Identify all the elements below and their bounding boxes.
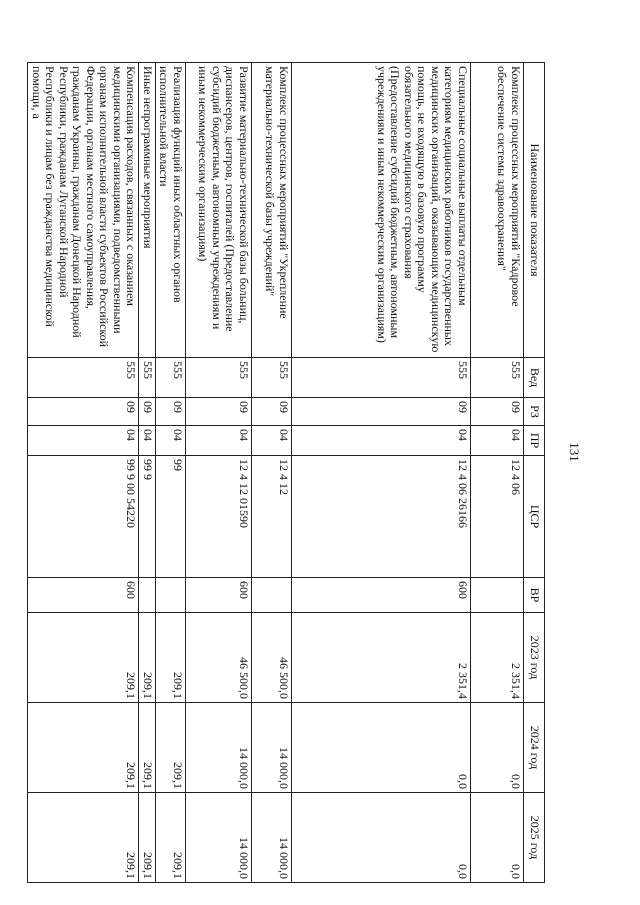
row-csr: 99 9 [139, 456, 156, 578]
table-header-row [524, 63, 545, 883]
row-ved: 555 [186, 358, 252, 398]
row-2024: 209,1 [156, 703, 186, 793]
row-vr [156, 578, 186, 613]
row-2024: 209,1 [28, 703, 139, 793]
row-2023: 2 351,4 [471, 613, 524, 703]
budget-table [28, 62, 546, 883]
row-pr: 04 [471, 426, 524, 456]
row-ved: 555 [471, 358, 524, 398]
row-vr: 600 [28, 578, 139, 613]
row-csr: 99 [156, 456, 186, 578]
row-pr: 04 [252, 426, 292, 456]
header-2023: 2023 год [524, 613, 545, 703]
row-2024: 14 000,0 [186, 703, 252, 793]
row-vr: 600 [186, 578, 252, 613]
table-row [156, 63, 186, 883]
row-2025: 14 000,0 [252, 793, 292, 883]
row-csr: 99 9 00 54220 [28, 456, 139, 578]
row-2024: 209,1 [139, 703, 156, 793]
header-pr: ПР [524, 426, 545, 456]
row-ved: 555 [252, 358, 292, 398]
row-2025: 209,1 [156, 793, 186, 883]
row-2023: 46 500,0 [252, 613, 292, 703]
row-rz: 09 [139, 398, 156, 426]
row-2024: 0,0 [471, 703, 524, 793]
row-ved: 555 [28, 358, 139, 398]
row-name: Комплекс процессных мероприятий "Укрепление материально-технической базы учреждений" [252, 63, 292, 358]
row-rz: 09 [186, 398, 252, 426]
row-csr: 12 4 06 26166 [292, 456, 471, 578]
row-pr: 04 [156, 426, 186, 456]
row-csr: 12 4 12 01590 [186, 456, 252, 578]
row-ved: 555 [292, 358, 471, 398]
page-number: 131 [567, 442, 582, 462]
row-ved: 555 [139, 358, 156, 398]
row-pr: 04 [186, 426, 252, 456]
header-2025: 2025 год [524, 793, 545, 883]
table-row [139, 63, 156, 883]
row-name: Специальные социальные выплаты отдельным категориям медицинских работников государственных медицинских организаций, оказывающих медицинскую помощь, не входящую в базовую программу обязательного медицинского страхования (Предоставление субсидий бюджетным, автономным учреждениям и иным некоммерческим организациям) [292, 63, 471, 358]
row-2025: 0,0 [292, 793, 471, 883]
header-vr: ВР [524, 578, 545, 613]
row-2025: 209,1 [139, 793, 156, 883]
row-vr [252, 578, 292, 613]
budget-table-container [30, 62, 545, 882]
table-row [292, 63, 471, 883]
row-rz: 09 [471, 398, 524, 426]
row-name: Иные непрограммные мероприятия [139, 63, 156, 358]
table-row [28, 63, 139, 883]
row-pr: 04 [139, 426, 156, 456]
row-name: Компенсация расходов, связанных с оказанием медицинскими организациями, подведомственными органам исполнительной власти субъектов Российской Федерации, органам местного самоуправления, гражданам Украины, гражданам Донецкой Народной Республики, гражданам Луганской Народной Республики и лицам без гражданства медицинской помощи, а [28, 63, 139, 358]
row-2023: 209,1 [28, 613, 139, 703]
row-2023: 209,1 [139, 613, 156, 703]
row-2025: 209,1 [28, 793, 139, 883]
row-name: Реализация функций иных областных органов исполнительной власти [156, 63, 186, 358]
header-rz: РЗ [524, 398, 545, 426]
row-2025: 14 000,0 [186, 793, 252, 883]
row-name: Комплекс процессных мероприятий "Кадровое обеспечение системы здравоохранения" [471, 63, 524, 358]
row-ved: 555 [156, 358, 186, 398]
header-ved: Вед [524, 358, 545, 398]
row-2024: 0,0 [292, 703, 471, 793]
table-row [186, 63, 252, 883]
row-csr: 12 4 12 [252, 456, 292, 578]
row-2024: 14 000,0 [252, 703, 292, 793]
row-vr [139, 578, 156, 613]
header-name: Наименование показателя [524, 63, 545, 358]
header-csr: ЦСР [524, 456, 545, 578]
row-2023: 2 351,4 [292, 613, 471, 703]
row-rz: 09 [28, 398, 139, 426]
row-rz: 09 [156, 398, 186, 426]
row-rz: 09 [252, 398, 292, 426]
row-2025: 0,0 [471, 793, 524, 883]
header-2024: 2024 год [524, 703, 545, 793]
row-vr [471, 578, 524, 613]
row-vr: 600 [292, 578, 471, 613]
row-rz: 09 [292, 398, 471, 426]
row-pr: 04 [28, 426, 139, 456]
row-2023: 209,1 [156, 613, 186, 703]
table-row [252, 63, 292, 883]
row-2023: 46 500,0 [186, 613, 252, 703]
row-csr: 12 4 06 [471, 456, 524, 578]
row-name: Развитие материально-технической базы больниц, диспансеров, центров, госпиталей (Предоставление субсидий бюджетным, автономным учреждениям и иным некоммерческим организациям) [186, 63, 252, 358]
table-row [471, 63, 524, 883]
row-pr: 04 [292, 426, 471, 456]
